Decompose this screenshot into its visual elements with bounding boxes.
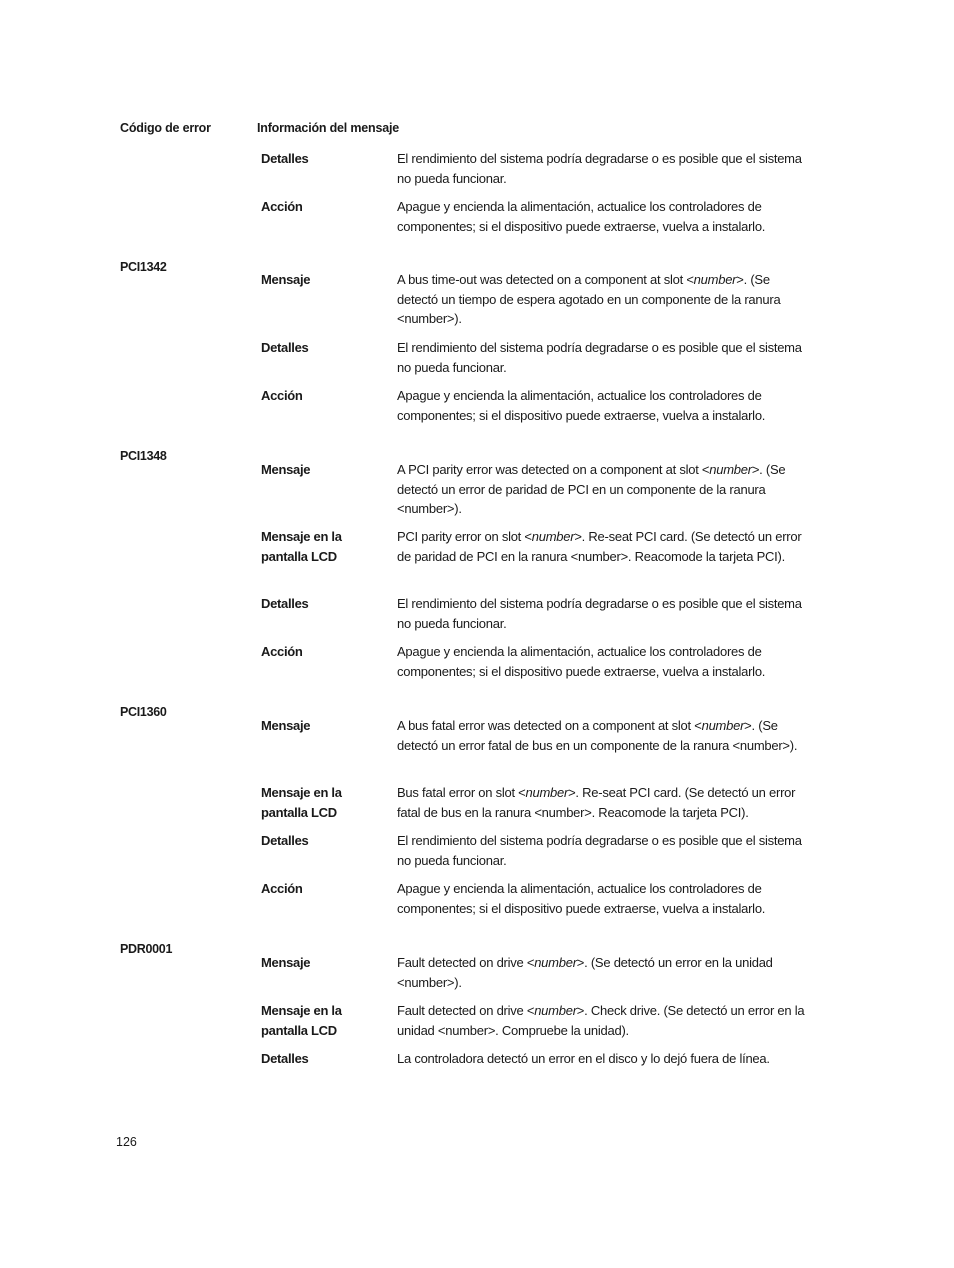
field-label-mensaje: Mensaje [261, 272, 311, 287]
field-label-detalles: Detalles [261, 151, 309, 166]
field-label-lcd: Mensaje en la pantalla LCD [261, 1003, 342, 1038]
field-label-accion: Acción [261, 199, 303, 214]
field-label-accion: Acción [261, 644, 303, 659]
field-value-detalles: El rendimiento del sistema podría degradarse o es posible que el sistema no pueda funcionar. [397, 151, 802, 186]
field-label-accion: Acción [261, 881, 303, 896]
field-label-accion: Acción [261, 388, 303, 403]
header-message-info: Información del mensaje [257, 121, 399, 135]
field-value-mensaje: Fault detected on drive <number>. (Se detectó un error en la unidad <number>). [397, 955, 773, 990]
field-value-detalles: El rendimiento del sistema podría degradarse o es posible que el sistema no pueda funcionar. [397, 596, 802, 631]
field-value-detalles: El rendimiento del sistema podría degradarse o es posible que el sistema no pueda funcionar. [397, 833, 802, 868]
field-label-mensaje: Mensaje [261, 718, 311, 733]
field-value-mensaje: A PCI parity error was detected on a component at slot <number>. (Se detectó un error de paridad de PCI en un componente de la ranura <number>). [397, 462, 786, 516]
field-value-lcd: PCI parity error on slot <number>. Re-seat PCI card. (Se detectó un error de paridad de PCI en la ranura <number>. Reacomode la tarjeta PCI). [397, 529, 802, 564]
field-value-accion: Apague y encienda la alimentación, actualice los controladores de componentes; si el dispositivo puede extraerse, vuelva a instalarlo. [397, 644, 766, 679]
field-value-detalles: El rendimiento del sistema podría degradarse o es posible que el sistema no pueda funcionar. [397, 340, 802, 375]
error-code-pci1360: PCI1360 [120, 705, 167, 719]
field-label-detalles: Detalles [261, 596, 309, 611]
field-label-mensaje: Mensaje [261, 955, 311, 970]
error-code-pdr0001: PDR0001 [120, 942, 173, 956]
field-value-accion: Apague y encienda la alimentación, actualice los controladores de componentes; si el dispositivo puede extraerse, vuelva a instalarlo. [397, 199, 766, 234]
field-value-accion: Apague y encienda la alimentación, actualice los controladores de componentes; si el dispositivo puede extraerse, vuelva a instalarlo. [397, 388, 766, 423]
error-code-pci1342: PCI1342 [120, 260, 167, 274]
field-value-lcd: Fault detected on drive <number>. Check drive. (Se detectó un error en la unidad <number>. Compruebe la unidad). [397, 1003, 805, 1038]
field-value-mensaje: A bus fatal error was detected on a component at slot <number>. (Se detectó un error fatal de bus en un componente de la ranura <number>). [397, 718, 798, 753]
field-value-lcd: Bus fatal error on slot <number>. Re-seat PCI card. (Se detectó un error fatal de bus en la ranura <number>. Reacomode la tarjeta PCI). [397, 785, 796, 820]
page-number: 126 [116, 1135, 137, 1149]
field-label-mensaje: Mensaje [261, 462, 311, 477]
field-value-detalles: La controladora detectó un error en el disco y lo dejó fuera de línea. [397, 1051, 770, 1066]
field-label-detalles: Detalles [261, 833, 309, 848]
error-code-pci1348: PCI1348 [120, 449, 167, 463]
field-label-detalles: Detalles [261, 340, 309, 355]
field-value-mensaje: A bus time-out was detected on a component at slot <number>. (Se detectó un tiempo de espera agotado en un componente de la ranura <number>). [397, 272, 781, 326]
field-label-lcd: Mensaje en la pantalla LCD [261, 529, 342, 564]
field-value-accion: Apague y encienda la alimentación, actualice los controladores de componentes; si el dispositivo puede extraerse, vuelva a instalarlo. [397, 881, 766, 916]
header-error-code: Código de error [120, 121, 211, 135]
field-label-lcd: Mensaje en la pantalla LCD [261, 785, 342, 820]
field-label-detalles: Detalles [261, 1051, 309, 1066]
